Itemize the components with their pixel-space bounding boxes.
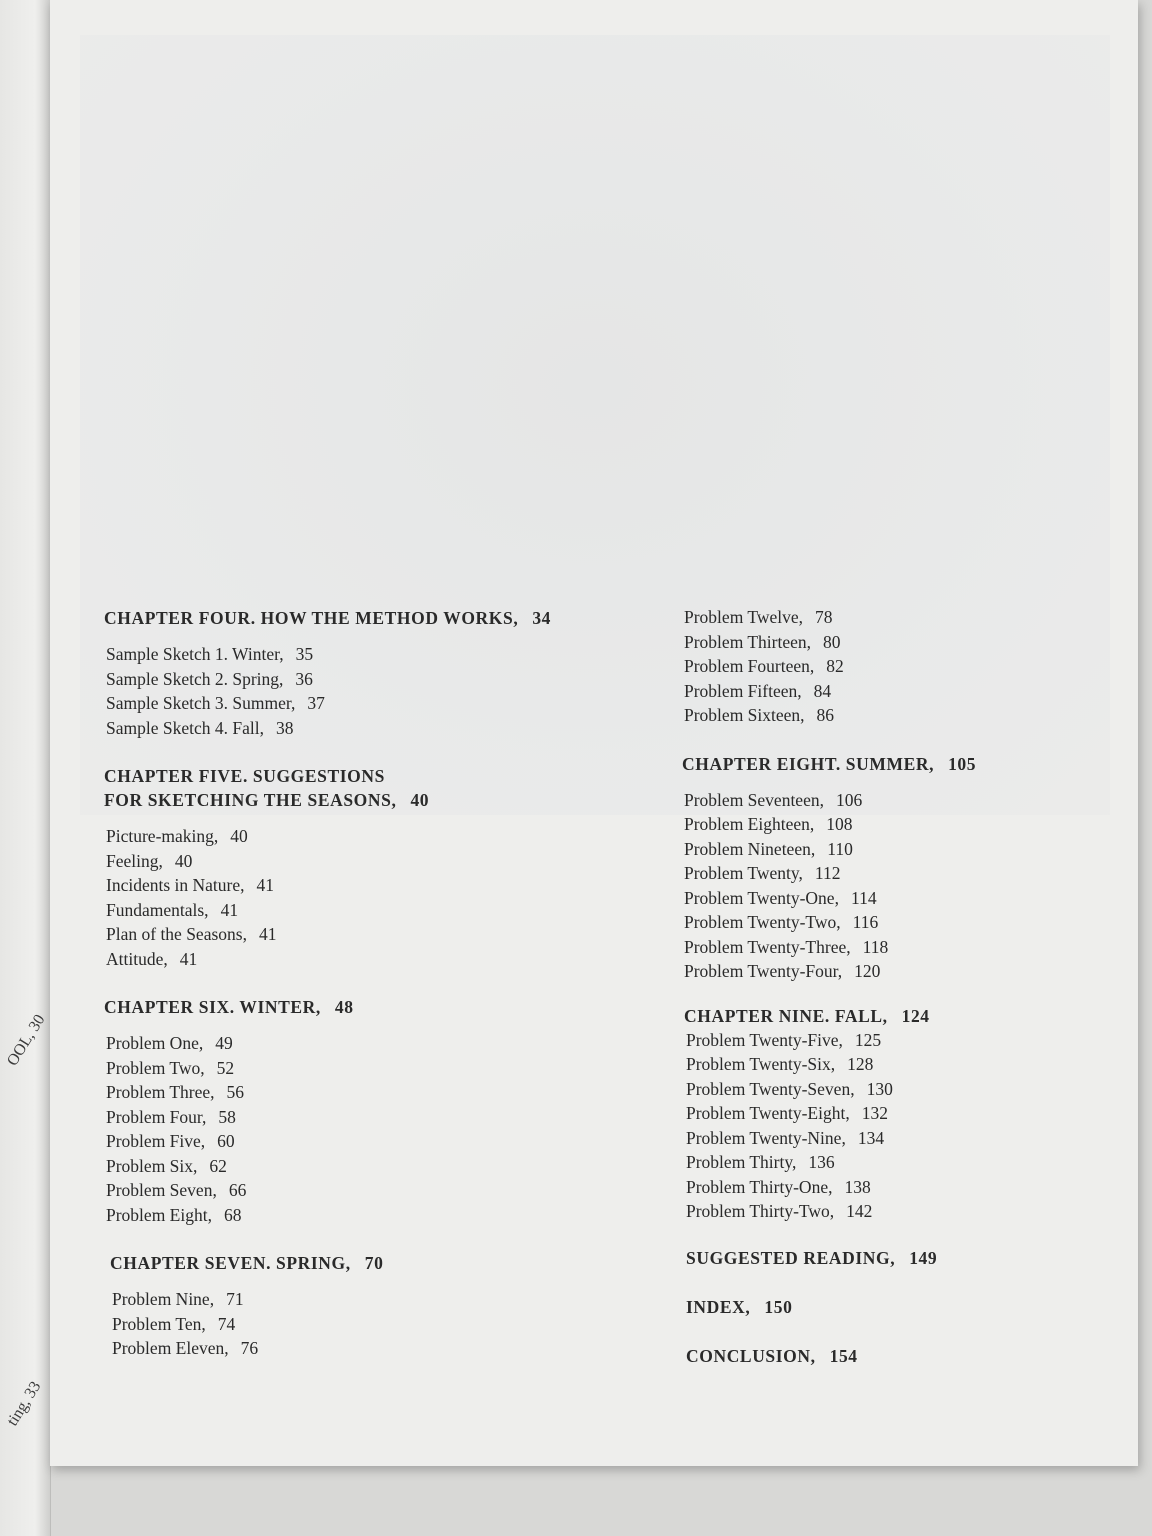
chapter-nine-page: 124 [901, 1005, 930, 1026]
chapter-eight-section [682, 752, 1102, 984]
toc-entry: Problem Thirty-Two, 142 [686, 1201, 873, 1221]
conclusion-heading: CONCLUSION, 154 [686, 1345, 858, 1366]
toc-entry: Sample Sketch 1. Winter, 35 [106, 644, 314, 664]
chapter-four-page: 34 [532, 608, 552, 628]
toc-entry: Plan of the Seasons, 41 [106, 924, 277, 944]
toc-entry: Problem Thirty, 136 [686, 1152, 835, 1172]
toc-entry: Problem Six, 62 [106, 1155, 227, 1176]
toc-entry: Sample Sketch 3. Summer, 37 [106, 693, 325, 713]
index-heading: INDEX, 150 [686, 1296, 793, 1317]
toc-entry: Problem Ten, 74 [112, 1313, 236, 1334]
chapter-nine-heading: CHAPTER NINE. FALL, 124 [684, 1005, 930, 1026]
toc-entry: Problem Twenty-Three, 118 [684, 936, 889, 957]
chapter-six-section [104, 995, 644, 1227]
facing-page-fragment-bottom: ting, 33 [4, 1378, 45, 1430]
toc-entry: Incidents in Nature, 41 [106, 875, 274, 895]
chapter-seven-section [110, 1251, 644, 1361]
toc-entry: Problem Two, 52 [106, 1057, 235, 1078]
facing-page-edge [0, 0, 51, 1536]
chapter-five-section [104, 764, 644, 971]
toc-entry: Problem Twenty-Nine, 134 [686, 1127, 885, 1148]
chapter-four-section [104, 606, 644, 740]
toc-entry: Problem Nineteen, 110 [684, 838, 853, 859]
suggested-reading-heading: SUGGESTED READING, 149 [686, 1247, 938, 1268]
toc-entry: Problem Three, 56 [106, 1082, 245, 1102]
toc-entry: Problem Fifteen, 84 [684, 680, 832, 701]
chapter-six-page: 48 [334, 997, 354, 1017]
toc-entry: Feeling, 40 [106, 850, 193, 871]
chapter-nine-section [684, 1004, 1102, 1224]
chapter-seven-page: 70 [364, 1253, 384, 1273]
chapter-seven-heading: CHAPTER SEVEN. SPRING, 70 [110, 1253, 384, 1273]
toc-page [50, 0, 1138, 1466]
toc-entry: Problem Nine, 71 [112, 1289, 244, 1309]
toc-entry: Problem Thirty-One, 138 [686, 1176, 871, 1197]
end-matter [686, 1246, 1102, 1368]
toc-entry: Problem Twelve, 78 [684, 607, 833, 627]
toc-entry: Problem One, 49 [106, 1033, 233, 1053]
toc-entry: Problem Twenty-Five, 125 [686, 1029, 882, 1050]
chapter-eight-heading: CHAPTER EIGHT. SUMMER, 105 [682, 753, 977, 774]
toc-entry: Picture-making, 40 [106, 826, 248, 846]
toc-entry: Problem Twenty-Six, 128 [686, 1054, 874, 1074]
toc-entry: Sample Sketch 4. Fall, 38 [106, 717, 294, 738]
toc-left-column [104, 606, 644, 1385]
toc-entry: Problem Seven, 66 [106, 1180, 247, 1200]
toc-entry: Problem Twenty-Seven, 130 [686, 1078, 893, 1099]
toc-entry: Problem Fourteen, 82 [684, 656, 844, 676]
toc-entry: Sample Sketch 2. Spring, 36 [106, 668, 313, 689]
chapter-seven-continued [684, 605, 1102, 728]
toc-entry: Problem Twenty, 112 [684, 863, 841, 883]
toc-entry: Problem Five, 60 [106, 1131, 235, 1151]
toc-entry: Problem Twenty-One, 114 [684, 887, 877, 908]
toc-right-column [682, 605, 1102, 1368]
toc-entry: Problem Twenty-Eight, 132 [686, 1103, 888, 1123]
toc-entry: Problem Sixteen, 86 [684, 705, 835, 725]
toc-entry: Problem Seventeen, 106 [684, 789, 863, 810]
chapter-four-heading: CHAPTER FOUR. HOW THE METHOD WORKS, 34 [104, 608, 552, 628]
toc-entry: Problem Eight, 68 [106, 1204, 242, 1225]
toc-entry: Problem Twenty-Two, 116 [684, 912, 879, 932]
toc-entry: Attitude, 41 [106, 948, 198, 969]
chapter-five-heading: CHAPTER FIVE. SUGGESTIONS FOR SKETCHING THE SEASONS, 40 [104, 766, 430, 810]
toc-entry: Problem Eleven, 76 [112, 1338, 259, 1358]
toc-entry: Problem Four, 58 [106, 1106, 236, 1127]
chapter-eight-page: 105 [948, 753, 977, 774]
toc-entry: Problem Thirteen, 80 [684, 631, 841, 652]
chapter-six-heading: CHAPTER SIX. WINTER, 48 [104, 997, 354, 1017]
toc-entry: Problem Twenty-Four, 120 [684, 961, 881, 981]
toc-entry: Fundamentals, 41 [106, 899, 239, 920]
chapter-five-page: 40 [410, 790, 430, 810]
facing-page-fragment-top: OOL, 30 [4, 1011, 49, 1070]
toc-entry: Problem Eighteen, 108 [684, 814, 853, 834]
